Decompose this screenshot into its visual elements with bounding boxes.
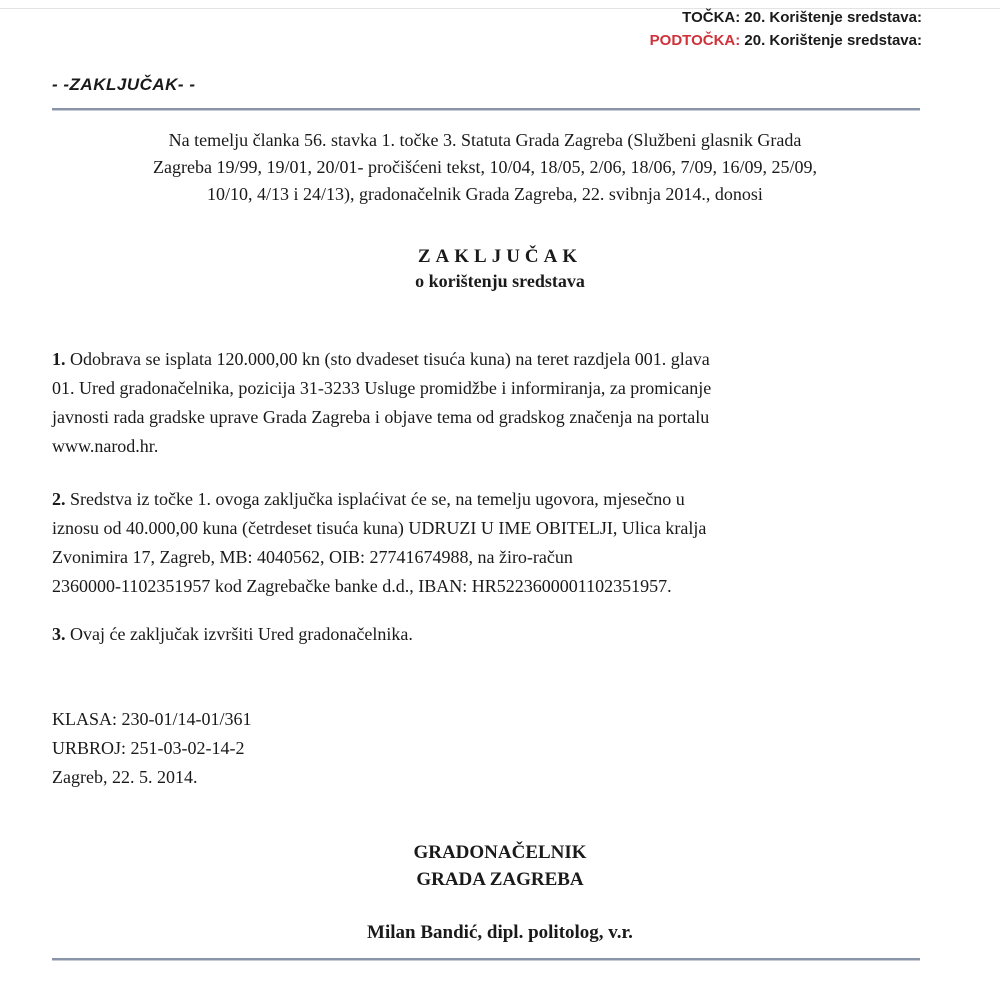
item-number: 2. <box>52 489 66 509</box>
signatory-name: Milan Bandić, dipl. politolog, v.r. <box>367 922 633 943</box>
signatory-title-city: GRADA ZAGREBA <box>416 869 584 890</box>
item-line <box>52 345 912 374</box>
item-line: www.narod.hr. <box>52 436 159 456</box>
tocka-line <box>650 6 922 29</box>
item-3 <box>52 620 912 649</box>
section-label: - -ZAKLJUČAK- - <box>52 75 196 94</box>
item-line <box>52 620 912 649</box>
preamble-line: Zagreba 19/99, 19/01, 20/01- pročišćeni tekst, 10/04, 18/05, 2/06, 18/06, 7/09, 16/09, 25/09, <box>153 157 817 177</box>
item-line: Zvonimira 17, Zagreb, MB: 4040562, OIB: 27741674988, na žiro-račun <box>52 547 573 567</box>
podtocka-value: 20. Korištenje sredstava: <box>744 32 922 49</box>
item-line: 01. Ured gradonačelnika, pozicija 31-3233 Usluge promidžbe i informiranja, za promicanje <box>52 378 712 398</box>
bottom-divider <box>52 958 920 961</box>
document-title: ZAKLJUČAK <box>417 246 583 267</box>
item-2 <box>52 485 912 601</box>
podtocka-line <box>650 29 922 52</box>
item-line: iznosu od 40.000,00 kuna (četrdeset tisuća kuna) UDRUZI U IME OBITELJI, Ulica kralja <box>52 518 707 538</box>
item-text: Sredstva iz točke 1. ovoga zaključka isplaćivat će se, na temelju ugovora, mjesečno u <box>70 489 685 509</box>
item-line: 2360000-1102351957 kod Zagrebačke banke d.d., IBAN: HR5223600001102351957. <box>52 576 672 596</box>
tocka-label: TOČKA: <box>682 9 741 26</box>
item-text: Odobrava se isplata 120.000,00 kn (sto dvadeset tisuća kuna) na teret razdjela 001. glava <box>70 349 710 369</box>
urbroj: URBROJ: 251-03-02-14-2 <box>52 738 245 758</box>
preamble-line: 10/10, 4/13 i 24/13), gradonačelnik Grada Zagreba, 22. svibnja 2014., donosi <box>207 184 763 204</box>
item-1 <box>52 345 912 461</box>
klasa: KLASA: 230-01/14-01/361 <box>52 709 252 729</box>
podtocka-label: PODTOČKA: <box>649 32 741 49</box>
preamble <box>60 127 910 208</box>
signatory-title: GRADONAČELNIK <box>413 842 587 863</box>
preamble-line: Na temelju članka 56. stavka 1. točke 3. Statuta Grada Zagreba (Službeni glasnik Grada <box>168 130 802 150</box>
item-number: 3. <box>52 624 66 644</box>
place-date: Zagreb, 22. 5. 2014. <box>52 767 198 787</box>
top-divider <box>52 108 920 111</box>
item-line <box>52 485 912 514</box>
document-subtitle: o korištenju sredstava <box>415 271 585 291</box>
item-number: 1. <box>52 349 66 369</box>
document-meta <box>52 705 252 792</box>
document-header <box>650 6 922 52</box>
tocka-value: 20. Korištenje sredstava: <box>744 9 922 26</box>
item-text: Ovaj će zaključak izvršiti Ured gradonačelnika. <box>70 624 413 644</box>
item-line: javnosti rada gradske uprave Grada Zagreba i objave tema od gradskog značenja na portalu <box>52 407 710 427</box>
